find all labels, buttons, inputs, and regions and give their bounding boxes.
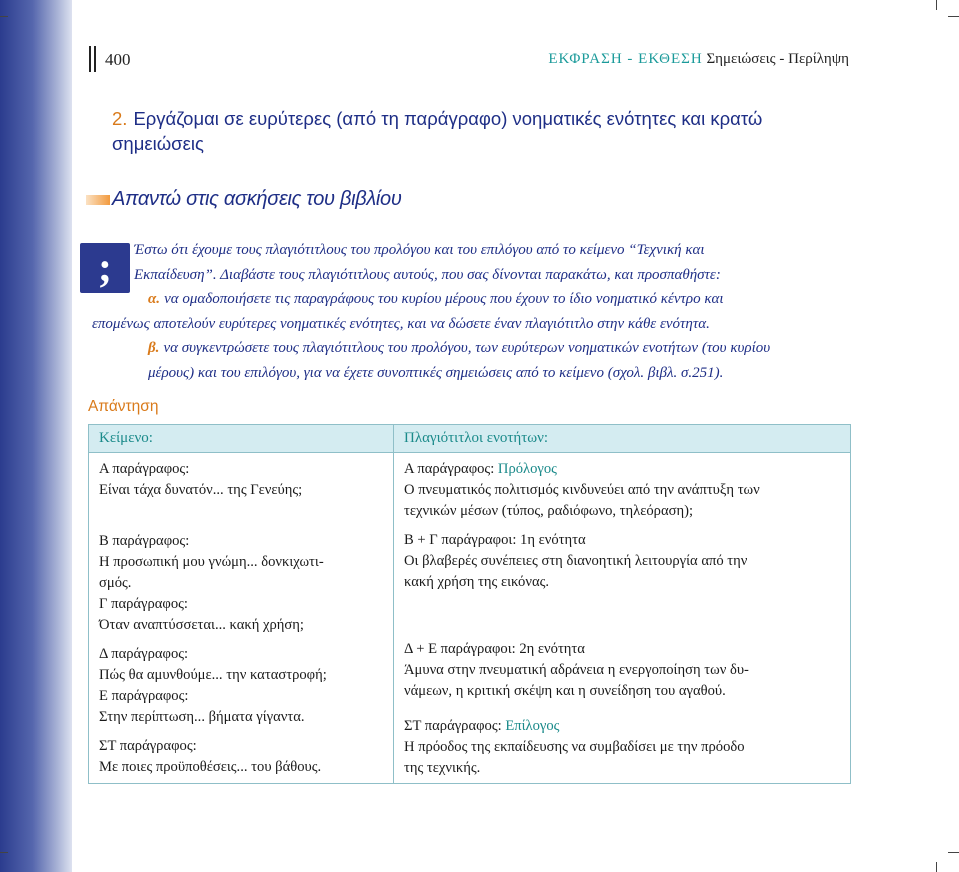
paragraph-entry [99, 531, 383, 594]
page-number-rule [94, 46, 96, 72]
exercise-line: επομένως αποτελούν ευρύτερες νοηματικές ενότητες, και να δώσετε έναν πλαγιότιτλο στην κάθε ενότητα. [92, 315, 710, 332]
question-mark-icon: ; [80, 243, 130, 293]
page-number: 400 [105, 50, 131, 69]
exercise-item-a [90, 287, 850, 312]
section-title [112, 106, 832, 156]
answer-table [88, 424, 851, 784]
paragraph-range: Πώς θα αμυνθούμε... την καταστροφή; [99, 667, 327, 683]
subtitle-label [404, 716, 840, 737]
side-color-band [0, 0, 72, 872]
subtitle-label: Δ + Ε παράγραφοι: 2η ενότητα [404, 641, 585, 657]
paragraph-label: ΣΤ παράγραφος: [99, 738, 197, 754]
text-column [89, 453, 394, 784]
running-head [548, 51, 849, 68]
paragraph-label: Ε παράγραφος: [99, 688, 189, 704]
column-header-subtitles: Πλαγιότιτλοι ενοτήτων: [394, 425, 851, 453]
crop-mark [936, 862, 937, 872]
heading-marker-bar [86, 195, 110, 205]
paragraph-label: Β παράγραφος: [99, 533, 190, 549]
subtitle-entry [404, 530, 840, 593]
subtitle-text-cont: της τεχνικής. [404, 760, 481, 776]
paragraph-label: Α παράγραφος: [99, 461, 190, 477]
crop-mark [0, 852, 8, 853]
exercise-line: να ομαδοποιήσετε τις παραγράφους του κυρίου μέρους που έχουν το ίδιο νοηματικό κέντρο και [164, 291, 724, 308]
page-number-rule [89, 46, 91, 72]
subtitle-label-text: Α παράγραφος: [404, 461, 495, 477]
subtitle-text-cont: τεχνικών μέσων (τύπος, ραδιόφωνο, τηλεόραση); [404, 503, 694, 519]
subtitle-text: Άμυνα στην πνευματική αδράνεια η ενεργοποίηση των δυ- [404, 662, 749, 678]
exercise-line: Εκπαίδευση”. Διαβάστε τους πλαγιότιτλους αυτούς, που σας δίνονται παρακάτω, και προσπαθήστε: [134, 266, 721, 283]
paragraph-entry [99, 644, 383, 686]
paragraph-label: Δ παράγραφος: [99, 646, 189, 662]
section-number: 2. [112, 108, 128, 129]
exercise-line: να συγκεντρώσετε τους πλαγιότιτλους του προλόγου, των ευρύτερων νοηματικών ενοτήτων (του κυρίου [163, 340, 771, 357]
column-header-text: Κείμενο: [89, 425, 394, 453]
paragraph-entry [99, 736, 383, 778]
paragraph-range: Με ποιες προϋποθέσεις... του βάθους. [99, 759, 322, 775]
crop-mark [948, 16, 959, 17]
subtitle-entry [404, 639, 840, 702]
subtitle-text-cont: νάμεων, η κριτική σκέψη και η συνείδηση του αγαθού. [404, 683, 726, 699]
subtitle-tag: Επίλογος [505, 718, 560, 734]
subtitle-label: Β + Γ παράγραφοι: 1η ενότητα [404, 532, 586, 548]
subtitle-text: Οι βλαβερές συνέπειες στη διανοητική λειτουργία από την [404, 553, 748, 569]
subtitle-tag: Πρόλογος [497, 461, 557, 477]
item-b-marker: β. [148, 340, 160, 357]
subtitle-label-text: ΣΤ παράγραφος: [404, 718, 502, 734]
exercise-text [90, 238, 850, 386]
answer-heading: Απάντηση [88, 398, 159, 415]
paragraph-entry [99, 686, 383, 728]
paragraph-range-cont: σμός. [99, 575, 132, 591]
section-title-line1: Εργάζομαι σε ευρύτερες (από τη παράγραφο) νοηματικές ενότητες και κρατώ [133, 108, 763, 129]
exercise-line: Έστω ότι έχουμε τους πλαγιότιτλους του προλόγου και του επιλόγου από το κείμενο “Τεχνική και [134, 242, 705, 258]
crop-mark [0, 16, 8, 17]
crop-mark [936, 0, 937, 10]
subtitle-entry [404, 459, 840, 522]
subtitles-column [394, 453, 851, 784]
book-exercises-heading [86, 188, 402, 211]
running-head-subject: ΕΚΦΡΑΣΗ - ΕΚΘΕΣΗ [548, 51, 703, 67]
paragraph-range: Η προσωπική μου γνώμη... δονκιχωτι- [99, 554, 324, 570]
paragraph-range: Όταν αναπτύσσεται... κακή χρήση; [99, 617, 304, 633]
subtitle-text-cont: κακή χρήση της εικόνας. [404, 574, 550, 590]
section-title-line2: σημειώσεις [112, 133, 204, 154]
item-a-marker: α. [148, 291, 161, 308]
crop-mark [948, 852, 959, 853]
paragraph-entry [99, 594, 383, 636]
book-heading-text: Απαντώ στις ασκήσεις του βιβλίου [112, 188, 402, 210]
paragraph-label: Γ παράγραφος: [99, 596, 188, 612]
running-head-topic: Σημειώσεις - Περίληψη [706, 51, 849, 67]
paragraph-range: Στην περίπτωση... βήματα γίγαντα. [99, 709, 305, 725]
exercise-item-b [90, 336, 850, 361]
paragraph-entry [99, 459, 383, 501]
paragraph-range: Είναι τάχα δυνατόν... της Γενεύης; [99, 482, 303, 498]
subtitle-text: Ο πνευματικός πολιτισμός κινδυνεύει από την ανάπτυξη των [404, 482, 760, 498]
subtitle-entry [404, 716, 840, 779]
subtitle-text: Η πρόοδος της εκπαίδευσης να συμβαδίσει με την πρόοδο [404, 739, 745, 755]
subtitle-label [404, 459, 840, 480]
exercise-line: μέρους) και του επιλόγου, για να έχετε συνοπτικές σημειώσεις από το κείμενο (σχολ. βιβλ. σ.251). [148, 364, 724, 381]
